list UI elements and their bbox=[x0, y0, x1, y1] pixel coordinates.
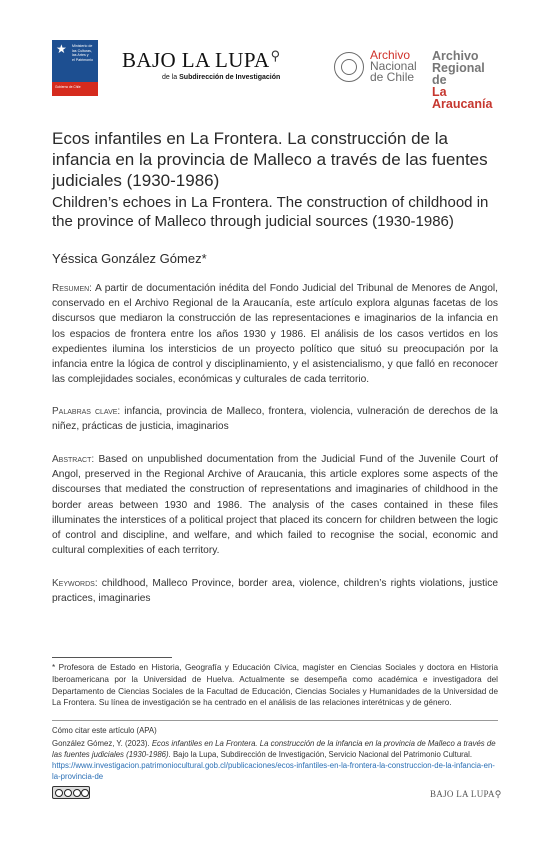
author-footnote: * Profesora de Estado en Historia, Geografía y Educación Cívica, magíster en Ciencias Sociales y doctora en Historia Iberoamericana por la Universidad de Huelva. Actualmente se desempeña como académica e investigadora del Departamento de Ciencias Sociales de la Facultad de Educación, Ciencias Sociales y Humanidades de la Universidad de La Frontera. Su línea de investigación se ha centrado en el análisis de las relaciones interétnicas y de género. bbox=[52, 663, 498, 708]
archivo-regional-logo: Archivo Regional de La Araucanía bbox=[432, 49, 493, 111]
palabras-clave-label: Palabras clave: bbox=[52, 406, 121, 417]
palabras-clave-paragraph: Palabras clave: infancia, provincia de Malleco, frontera, violencia, vulneración de derechos de la niñez, prácticas de justicia, imaginarios bbox=[52, 406, 498, 433]
star-icon: ★ bbox=[56, 42, 67, 56]
citation-divider bbox=[52, 720, 498, 721]
resumen-label: Resumen: bbox=[52, 283, 92, 294]
resumen-paragraph: Resumen: A partir de documentación inédita del Fondo Judicial del Tribunal de Menores de Angol, conservado en el Archivo Regional de la Araucanía, este artículo explora algunas facetas de los discursos que mediaron la construcción de las representaciones e imaginarios de la infancia en los espacios de frontera entre los años 1930 y 1986. El análisis de los casos vertidos en los expedientes ilumina los intersticios de un proyecto político que situó su preocupación por la infancia entre la lógica de control y disciplinamiento, y el asistencialismo, y que falló en reconocer las complejidades sociales, económicas y culturales de cada territorio. bbox=[52, 283, 498, 386]
bajo-la-lupa-subtitle: de la Subdirección de Investigación bbox=[162, 74, 281, 81]
abstract-label: Abstract: bbox=[52, 454, 95, 465]
keywords-label: Keywords: bbox=[52, 578, 98, 589]
footer-brand: BAJO LA LUPA⚲ bbox=[430, 789, 502, 799]
bajo-la-lupa-logo: BAJO LA LUPA⚲ de la Subdirección de Investigación bbox=[122, 48, 281, 81]
keywords-paragraph: Keywords: childhood, Malleco Province, border area, violence, children’s rights violations, justice practices, imaginaries bbox=[52, 578, 498, 605]
gobierno-logo: ★ Ministerio de las Culturas, las Artes y el Patrimonio Gobierno de Chile bbox=[52, 40, 98, 96]
header bbox=[52, 40, 498, 111]
citation-heading: Cómo citar este artículo (APA) bbox=[52, 726, 157, 735]
title-english: Children’s echoes in La Frontera. The construction of childhood in the province of Malleco through judicial sources (1930-1986) bbox=[52, 194, 489, 230]
archivo-nacional-logo: Archivo Nacional de Chile bbox=[370, 48, 417, 84]
footnote-divider bbox=[52, 657, 172, 658]
author-name: Yéssica González Gómez* bbox=[52, 251, 207, 266]
magnifier-icon: ⚲ bbox=[494, 789, 502, 799]
gobierno-logo-text: Ministerio de las Culturas, las Artes y el Patrimonio bbox=[72, 44, 93, 62]
citation-link[interactable]: https://www.investigacion.patrimoniocultural.gob.cl/publicaciones/ecos-infantiles-en-la-frontera-la-construccion-de-la-infancia-en-la-provincia-de bbox=[52, 761, 495, 781]
creative-commons-icon bbox=[52, 786, 90, 799]
abstract-paragraph: Abstract: Based on unpublished documentation from the Judicial Fund of the Juvenile Court of Angol, preserved in the Regional Archive of Araucania, this article explores some aspects of the discourses that mediated the construction of representations and imaginaries of childhood in the border areas between 1930 and 1986. The analysis of the cases contained in these files illuminates the interstices of a political project that placed its concern for children between the logic of control and discipline, and welfare, and which failed to recognise the social, economic and cultural complexities of each territory. bbox=[52, 454, 498, 557]
archivo-seal-icon bbox=[334, 52, 364, 82]
title-spanish: Ecos infantiles en La Frontera. La construcción de la infancia en la provincia de Malleco a través de las fuentes judiciales (1930-1986) bbox=[52, 129, 488, 190]
citation-text: González Gómez, Y. (2023). Ecos infantiles en La Frontera. La construcción de la infancia en la provincia de Malleco a través de las fuentes judiciales (1930-1986). Bajo la Lupa, Subdirección de Investigación, Servicio Nacional del Patrimonio Cultural. https://www.investigacion.patrimoniocultural.gob.cl/publicaciones/ecos-infantiles-en-la-frontera-la-construccion-de-la-infancia-en-la-provincia-de bbox=[52, 739, 496, 781]
magnifier-icon: ⚲ bbox=[270, 48, 281, 63]
